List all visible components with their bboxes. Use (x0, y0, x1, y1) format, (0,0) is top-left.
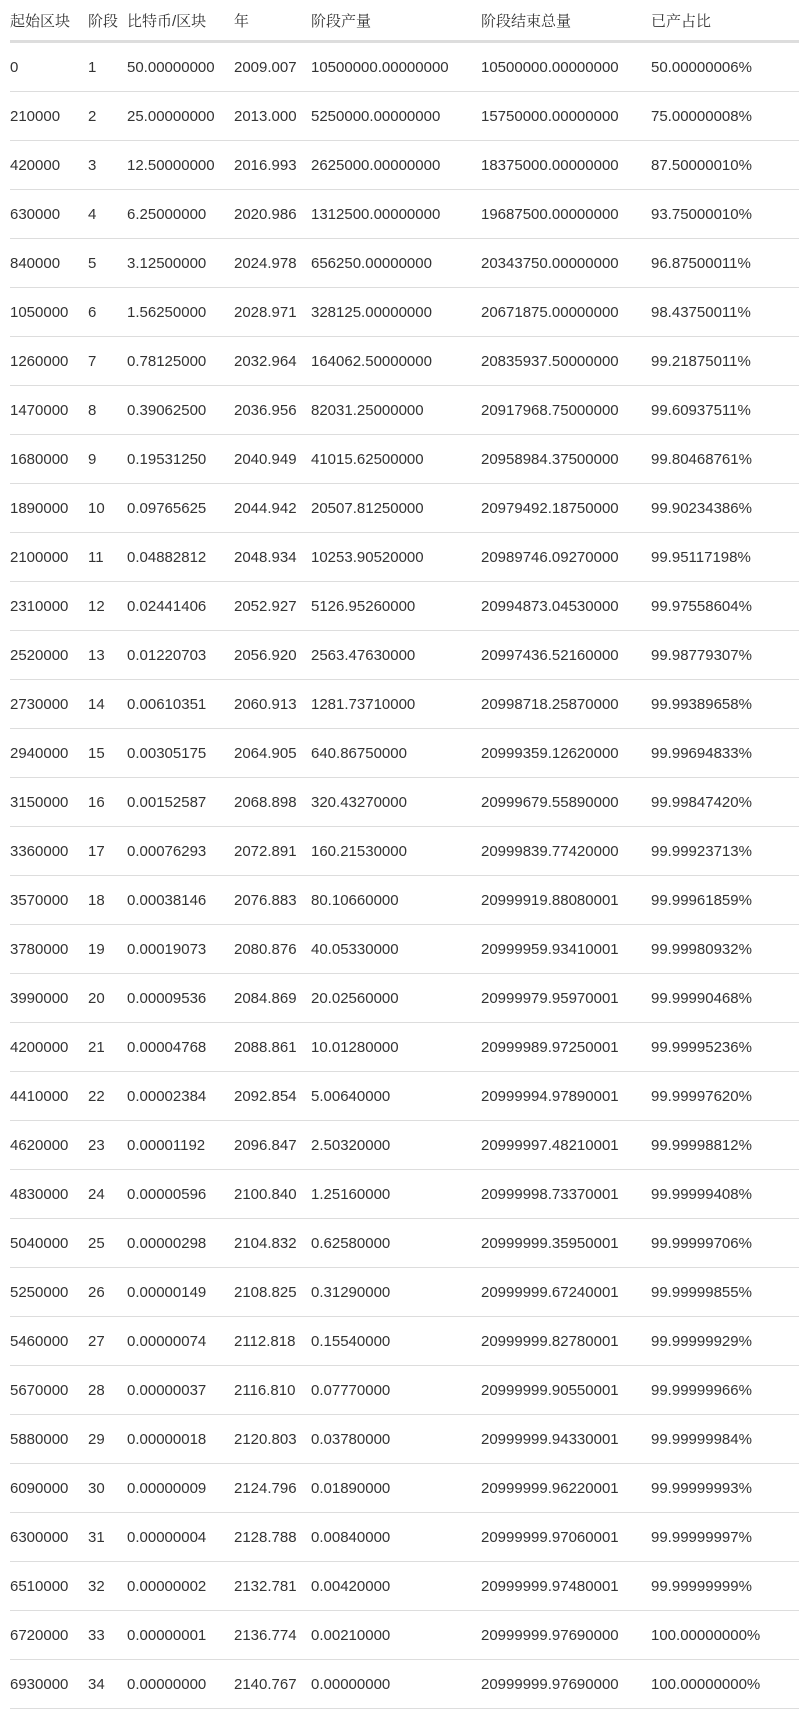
table-row (10, 239, 799, 288)
stage-end-total-cell: 19687500.00000000 (481, 190, 651, 239)
year-cell: 2048.934 (234, 533, 311, 582)
table-row (10, 190, 799, 239)
year-cell: 2028.971 (234, 288, 311, 337)
stage-cell: 17 (88, 827, 127, 876)
table-row (10, 435, 799, 484)
stage-cell: 22 (88, 1072, 127, 1121)
header-mined-percent: 已产占比 (651, 0, 799, 42)
start-block-cell: 420000 (10, 141, 88, 190)
year-cell: 2136.774 (234, 1611, 311, 1660)
mined-percent-cell: 99.97558604% (651, 582, 799, 631)
stage-cell: 24 (88, 1170, 127, 1219)
year-cell: 2056.920 (234, 631, 311, 680)
btc-per-block-cell: 0.00076293 (127, 827, 234, 876)
start-block-cell: 630000 (10, 190, 88, 239)
stage-cell: 18 (88, 876, 127, 925)
stage-cell: 13 (88, 631, 127, 680)
stage-cell: 9 (88, 435, 127, 484)
stage-output-cell: 656250.00000000 (311, 239, 481, 288)
stage-output-cell: 320.43270000 (311, 778, 481, 827)
stage-cell: 34 (88, 1660, 127, 1709)
start-block-cell: 6930000 (10, 1660, 88, 1709)
header-stage-end-total: 阶段结束总量 (481, 0, 651, 42)
table-row (10, 1121, 799, 1170)
stage-output-cell: 0.62580000 (311, 1219, 481, 1268)
year-cell: 2072.891 (234, 827, 311, 876)
start-block-cell: 4410000 (10, 1072, 88, 1121)
start-block-cell: 6090000 (10, 1464, 88, 1513)
mined-percent-cell: 87.50000010% (651, 141, 799, 190)
table-row (10, 484, 799, 533)
stage-end-total-cell: 20999919.88080001 (481, 876, 651, 925)
mined-percent-cell: 99.99999984% (651, 1415, 799, 1464)
stage-output-cell: 0.03780000 (311, 1415, 481, 1464)
stage-end-total-cell: 20994873.04530000 (481, 582, 651, 631)
btc-per-block-cell: 0.00000298 (127, 1219, 234, 1268)
start-block-cell: 5880000 (10, 1415, 88, 1464)
header-start-block: 起始区块 (10, 0, 88, 42)
year-cell: 2104.832 (234, 1219, 311, 1268)
btc-per-block-cell: 0.04882812 (127, 533, 234, 582)
stage-output-cell: 5126.95260000 (311, 582, 481, 631)
table-row (10, 876, 799, 925)
stage-cell: 14 (88, 680, 127, 729)
table-row (10, 1072, 799, 1121)
table-row (10, 42, 799, 92)
start-block-cell: 0 (10, 42, 88, 92)
mined-percent-cell: 99.99961859% (651, 876, 799, 925)
stage-output-cell: 5250000.00000000 (311, 92, 481, 141)
stage-end-total-cell: 20999999.96220001 (481, 1464, 651, 1513)
mined-percent-cell: 99.99999997% (651, 1513, 799, 1562)
stage-cell: 10 (88, 484, 127, 533)
btc-per-block-cell: 0.78125000 (127, 337, 234, 386)
stage-output-cell: 0.07770000 (311, 1366, 481, 1415)
stage-cell: 1 (88, 42, 127, 92)
btc-per-block-cell: 12.50000000 (127, 141, 234, 190)
table-row (10, 582, 799, 631)
stage-end-total-cell: 15750000.00000000 (481, 92, 651, 141)
year-cell: 2068.898 (234, 778, 311, 827)
stage-cell: 21 (88, 1023, 127, 1072)
stage-end-total-cell: 20999679.55890000 (481, 778, 651, 827)
stage-output-cell: 2625000.00000000 (311, 141, 481, 190)
mined-percent-cell: 99.99997620% (651, 1072, 799, 1121)
year-cell: 2064.905 (234, 729, 311, 778)
start-block-cell: 6510000 (10, 1562, 88, 1611)
stage-cell: 5 (88, 239, 127, 288)
table-row (10, 1170, 799, 1219)
stage-output-cell: 0.00210000 (311, 1611, 481, 1660)
year-cell: 2124.796 (234, 1464, 311, 1513)
mined-percent-cell: 99.99999929% (651, 1317, 799, 1366)
stage-cell: 2 (88, 92, 127, 141)
start-block-cell: 1260000 (10, 337, 88, 386)
btc-per-block-cell: 0.00000001 (127, 1611, 234, 1660)
stage-cell: 32 (88, 1562, 127, 1611)
stage-output-cell: 10253.90520000 (311, 533, 481, 582)
table-row (10, 778, 799, 827)
stage-end-total-cell: 20999999.97690000 (481, 1611, 651, 1660)
stage-output-cell: 328125.00000000 (311, 288, 481, 337)
year-cell: 2084.869 (234, 974, 311, 1023)
stage-output-cell: 164062.50000000 (311, 337, 481, 386)
btc-per-block-cell: 0.00152587 (127, 778, 234, 827)
table-row (10, 288, 799, 337)
table-row (10, 680, 799, 729)
mined-percent-cell: 99.98779307% (651, 631, 799, 680)
btc-per-block-cell: 0.00000149 (127, 1268, 234, 1317)
year-cell: 2044.942 (234, 484, 311, 533)
btc-per-block-cell: 0.00019073 (127, 925, 234, 974)
stage-end-total-cell: 20999989.97250001 (481, 1023, 651, 1072)
stage-cell: 12 (88, 582, 127, 631)
stage-cell: 27 (88, 1317, 127, 1366)
btc-per-block-cell: 0.00004768 (127, 1023, 234, 1072)
btc-per-block-cell: 0.00000074 (127, 1317, 234, 1366)
year-cell: 2052.927 (234, 582, 311, 631)
stage-end-total-cell: 20835937.50000000 (481, 337, 651, 386)
stage-output-cell: 82031.25000000 (311, 386, 481, 435)
header-btc-per-block: 比特币/区块 (127, 0, 234, 42)
start-block-cell: 840000 (10, 239, 88, 288)
mined-percent-cell: 99.99999408% (651, 1170, 799, 1219)
stage-end-total-cell: 20989746.09270000 (481, 533, 651, 582)
start-block-cell: 2100000 (10, 533, 88, 582)
mined-percent-cell: 99.99999855% (651, 1268, 799, 1317)
table-row (10, 631, 799, 680)
btc-per-block-cell: 0.00305175 (127, 729, 234, 778)
stage-cell: 6 (88, 288, 127, 337)
header-year: 年 (234, 0, 311, 42)
mined-percent-cell: 96.87500011% (651, 239, 799, 288)
btc-per-block-cell: 0.01220703 (127, 631, 234, 680)
stage-cell: 30 (88, 1464, 127, 1513)
stage-output-cell: 640.86750000 (311, 729, 481, 778)
btc-per-block-cell: 50.00000000 (127, 42, 234, 92)
stage-end-total-cell: 20999999.97690000 (481, 1660, 651, 1709)
start-block-cell: 1680000 (10, 435, 88, 484)
stage-cell: 31 (88, 1513, 127, 1562)
stage-end-total-cell: 20999359.12620000 (481, 729, 651, 778)
start-block-cell: 210000 (10, 92, 88, 141)
stage-end-total-cell: 20997436.52160000 (481, 631, 651, 680)
stage-end-total-cell: 20999999.97480001 (481, 1562, 651, 1611)
btc-per-block-cell: 0.00000037 (127, 1366, 234, 1415)
table-header (10, 0, 799, 42)
mined-percent-cell: 99.99847420% (651, 778, 799, 827)
stage-cell: 19 (88, 925, 127, 974)
mined-percent-cell: 99.99980932% (651, 925, 799, 974)
stage-end-total-cell: 20999999.94330001 (481, 1415, 651, 1464)
start-block-cell: 5670000 (10, 1366, 88, 1415)
stage-cell: 33 (88, 1611, 127, 1660)
table-row (10, 729, 799, 778)
stage-end-total-cell: 18375000.00000000 (481, 141, 651, 190)
year-cell: 2032.964 (234, 337, 311, 386)
stage-cell: 3 (88, 141, 127, 190)
stage-output-cell: 1312500.00000000 (311, 190, 481, 239)
mined-percent-cell: 99.99923713% (651, 827, 799, 876)
btc-per-block-cell: 0.00000596 (127, 1170, 234, 1219)
stage-output-cell: 0.15540000 (311, 1317, 481, 1366)
start-block-cell: 4830000 (10, 1170, 88, 1219)
btc-per-block-cell: 0.00000002 (127, 1562, 234, 1611)
start-block-cell: 2730000 (10, 680, 88, 729)
year-cell: 2112.818 (234, 1317, 311, 1366)
start-block-cell: 3570000 (10, 876, 88, 925)
start-block-cell: 5250000 (10, 1268, 88, 1317)
btc-per-block-cell: 3.12500000 (127, 239, 234, 288)
stage-cell: 20 (88, 974, 127, 1023)
stage-output-cell: 80.10660000 (311, 876, 481, 925)
mined-percent-cell: 99.99999966% (651, 1366, 799, 1415)
stage-output-cell: 0.00840000 (311, 1513, 481, 1562)
start-block-cell: 2520000 (10, 631, 88, 680)
year-cell: 2036.956 (234, 386, 311, 435)
btc-per-block-cell: 6.25000000 (127, 190, 234, 239)
mined-percent-cell: 99.99999999% (651, 1562, 799, 1611)
stage-output-cell: 1281.73710000 (311, 680, 481, 729)
mined-percent-cell: 99.99389658% (651, 680, 799, 729)
table-body (10, 42, 799, 1709)
start-block-cell: 3780000 (10, 925, 88, 974)
stage-end-total-cell: 20999999.35950001 (481, 1219, 651, 1268)
stage-end-total-cell: 20999999.97060001 (481, 1513, 651, 1562)
stage-cell: 7 (88, 337, 127, 386)
stage-cell: 4 (88, 190, 127, 239)
year-cell: 2020.986 (234, 190, 311, 239)
start-block-cell: 3990000 (10, 974, 88, 1023)
table-row (10, 533, 799, 582)
year-cell: 2132.781 (234, 1562, 311, 1611)
btc-per-block-cell: 0.00002384 (127, 1072, 234, 1121)
mined-percent-cell: 100.00000000% (651, 1611, 799, 1660)
stage-end-total-cell: 20671875.00000000 (481, 288, 651, 337)
year-cell: 2088.861 (234, 1023, 311, 1072)
stage-cell: 8 (88, 386, 127, 435)
year-cell: 2108.825 (234, 1268, 311, 1317)
table-row (10, 1023, 799, 1072)
year-cell: 2024.978 (234, 239, 311, 288)
btc-per-block-cell: 25.00000000 (127, 92, 234, 141)
year-cell: 2128.788 (234, 1513, 311, 1562)
start-block-cell: 2940000 (10, 729, 88, 778)
start-block-cell: 3360000 (10, 827, 88, 876)
stage-output-cell: 2.50320000 (311, 1121, 481, 1170)
year-cell: 2092.854 (234, 1072, 311, 1121)
table-row (10, 1660, 799, 1709)
header-stage: 阶段 (88, 0, 127, 42)
year-cell: 2080.876 (234, 925, 311, 974)
mined-percent-cell: 99.99694833% (651, 729, 799, 778)
halving-table (10, 0, 799, 1709)
mined-percent-cell: 99.99998812% (651, 1121, 799, 1170)
mined-percent-cell: 99.21875011% (651, 337, 799, 386)
stage-cell: 29 (88, 1415, 127, 1464)
year-cell: 2100.840 (234, 1170, 311, 1219)
stage-output-cell: 20507.81250000 (311, 484, 481, 533)
table-row (10, 1268, 799, 1317)
mined-percent-cell: 99.95117198% (651, 533, 799, 582)
stage-end-total-cell: 20999999.82780001 (481, 1317, 651, 1366)
stage-end-total-cell: 10500000.00000000 (481, 42, 651, 92)
mined-percent-cell: 99.80468761% (651, 435, 799, 484)
table-row (10, 1611, 799, 1660)
stage-output-cell: 10500000.00000000 (311, 42, 481, 92)
stage-cell: 25 (88, 1219, 127, 1268)
stage-end-total-cell: 20343750.00000000 (481, 239, 651, 288)
mined-percent-cell: 99.99990468% (651, 974, 799, 1023)
stage-end-total-cell: 20998718.25870000 (481, 680, 651, 729)
btc-per-block-cell: 1.56250000 (127, 288, 234, 337)
stage-end-total-cell: 20917968.75000000 (481, 386, 651, 435)
table-row (10, 827, 799, 876)
btc-per-block-cell: 0.00000004 (127, 1513, 234, 1562)
stage-output-cell: 0.00420000 (311, 1562, 481, 1611)
stage-end-total-cell: 20999994.97890001 (481, 1072, 651, 1121)
table-row (10, 925, 799, 974)
table-row (10, 1562, 799, 1611)
stage-end-total-cell: 20999999.90550001 (481, 1366, 651, 1415)
btc-per-block-cell: 0.00038146 (127, 876, 234, 925)
btc-per-block-cell: 0.00000009 (127, 1464, 234, 1513)
table-row (10, 1513, 799, 1562)
year-cell: 2140.767 (234, 1660, 311, 1709)
btc-per-block-cell: 0.09765625 (127, 484, 234, 533)
mined-percent-cell: 93.75000010% (651, 190, 799, 239)
btc-per-block-cell: 0.00001192 (127, 1121, 234, 1170)
mined-percent-cell: 100.00000000% (651, 1660, 799, 1709)
mined-percent-cell: 99.99999706% (651, 1219, 799, 1268)
mined-percent-cell: 99.99995236% (651, 1023, 799, 1072)
year-cell: 2096.847 (234, 1121, 311, 1170)
year-cell: 2040.949 (234, 435, 311, 484)
stage-output-cell: 1.25160000 (311, 1170, 481, 1219)
stage-output-cell: 2563.47630000 (311, 631, 481, 680)
table-row (10, 337, 799, 386)
stage-end-total-cell: 20999979.95970001 (481, 974, 651, 1023)
year-cell: 2060.913 (234, 680, 311, 729)
year-cell: 2116.810 (234, 1366, 311, 1415)
stage-output-cell: 160.21530000 (311, 827, 481, 876)
stage-end-total-cell: 20999997.48210001 (481, 1121, 651, 1170)
year-cell: 2076.883 (234, 876, 311, 925)
stage-end-total-cell: 20999839.77420000 (481, 827, 651, 876)
start-block-cell: 4620000 (10, 1121, 88, 1170)
year-cell: 2016.993 (234, 141, 311, 190)
start-block-cell: 5460000 (10, 1317, 88, 1366)
stage-end-total-cell: 20999959.93410001 (481, 925, 651, 974)
header-stage-output: 阶段产量 (311, 0, 481, 42)
stage-output-cell: 20.02560000 (311, 974, 481, 1023)
start-block-cell: 6720000 (10, 1611, 88, 1660)
start-block-cell: 3150000 (10, 778, 88, 827)
start-block-cell: 1470000 (10, 386, 88, 435)
btc-per-block-cell: 0.02441406 (127, 582, 234, 631)
stage-end-total-cell: 20999999.67240001 (481, 1268, 651, 1317)
stage-output-cell: 0.00000000 (311, 1660, 481, 1709)
table-row (10, 1219, 799, 1268)
start-block-cell: 1050000 (10, 288, 88, 337)
table-row (10, 974, 799, 1023)
btc-per-block-cell: 0.19531250 (127, 435, 234, 484)
stage-end-total-cell: 20979492.18750000 (481, 484, 651, 533)
year-cell: 2013.000 (234, 92, 311, 141)
stage-output-cell: 5.00640000 (311, 1072, 481, 1121)
stage-end-total-cell: 20958984.37500000 (481, 435, 651, 484)
mined-percent-cell: 98.43750011% (651, 288, 799, 337)
stage-cell: 15 (88, 729, 127, 778)
btc-per-block-cell: 0.00000000 (127, 1660, 234, 1709)
stage-end-total-cell: 20999998.73370001 (481, 1170, 651, 1219)
start-block-cell: 1890000 (10, 484, 88, 533)
start-block-cell: 5040000 (10, 1219, 88, 1268)
btc-per-block-cell: 0.00009536 (127, 974, 234, 1023)
table-row (10, 141, 799, 190)
mined-percent-cell: 99.99999993% (651, 1464, 799, 1513)
stage-output-cell: 10.01280000 (311, 1023, 481, 1072)
start-block-cell: 4200000 (10, 1023, 88, 1072)
header-row (10, 0, 799, 42)
start-block-cell: 2310000 (10, 582, 88, 631)
mined-percent-cell: 99.90234386% (651, 484, 799, 533)
btc-per-block-cell: 0.00610351 (127, 680, 234, 729)
stage-cell: 23 (88, 1121, 127, 1170)
stage-cell: 16 (88, 778, 127, 827)
table-row (10, 92, 799, 141)
stage-cell: 11 (88, 533, 127, 582)
table-row (10, 1366, 799, 1415)
mined-percent-cell: 75.00000008% (651, 92, 799, 141)
year-cell: 2009.007 (234, 42, 311, 92)
stage-output-cell: 0.01890000 (311, 1464, 481, 1513)
stage-output-cell: 41015.62500000 (311, 435, 481, 484)
table-row (10, 1464, 799, 1513)
table-row (10, 1415, 799, 1464)
table-row (10, 1317, 799, 1366)
stage-cell: 28 (88, 1366, 127, 1415)
table-row (10, 386, 799, 435)
mined-percent-cell: 99.60937511% (651, 386, 799, 435)
btc-per-block-cell: 0.39062500 (127, 386, 234, 435)
start-block-cell: 6300000 (10, 1513, 88, 1562)
stage-output-cell: 40.05330000 (311, 925, 481, 974)
year-cell: 2120.803 (234, 1415, 311, 1464)
btc-per-block-cell: 0.00000018 (127, 1415, 234, 1464)
stage-cell: 26 (88, 1268, 127, 1317)
stage-output-cell: 0.31290000 (311, 1268, 481, 1317)
mined-percent-cell: 50.00000006% (651, 42, 799, 92)
